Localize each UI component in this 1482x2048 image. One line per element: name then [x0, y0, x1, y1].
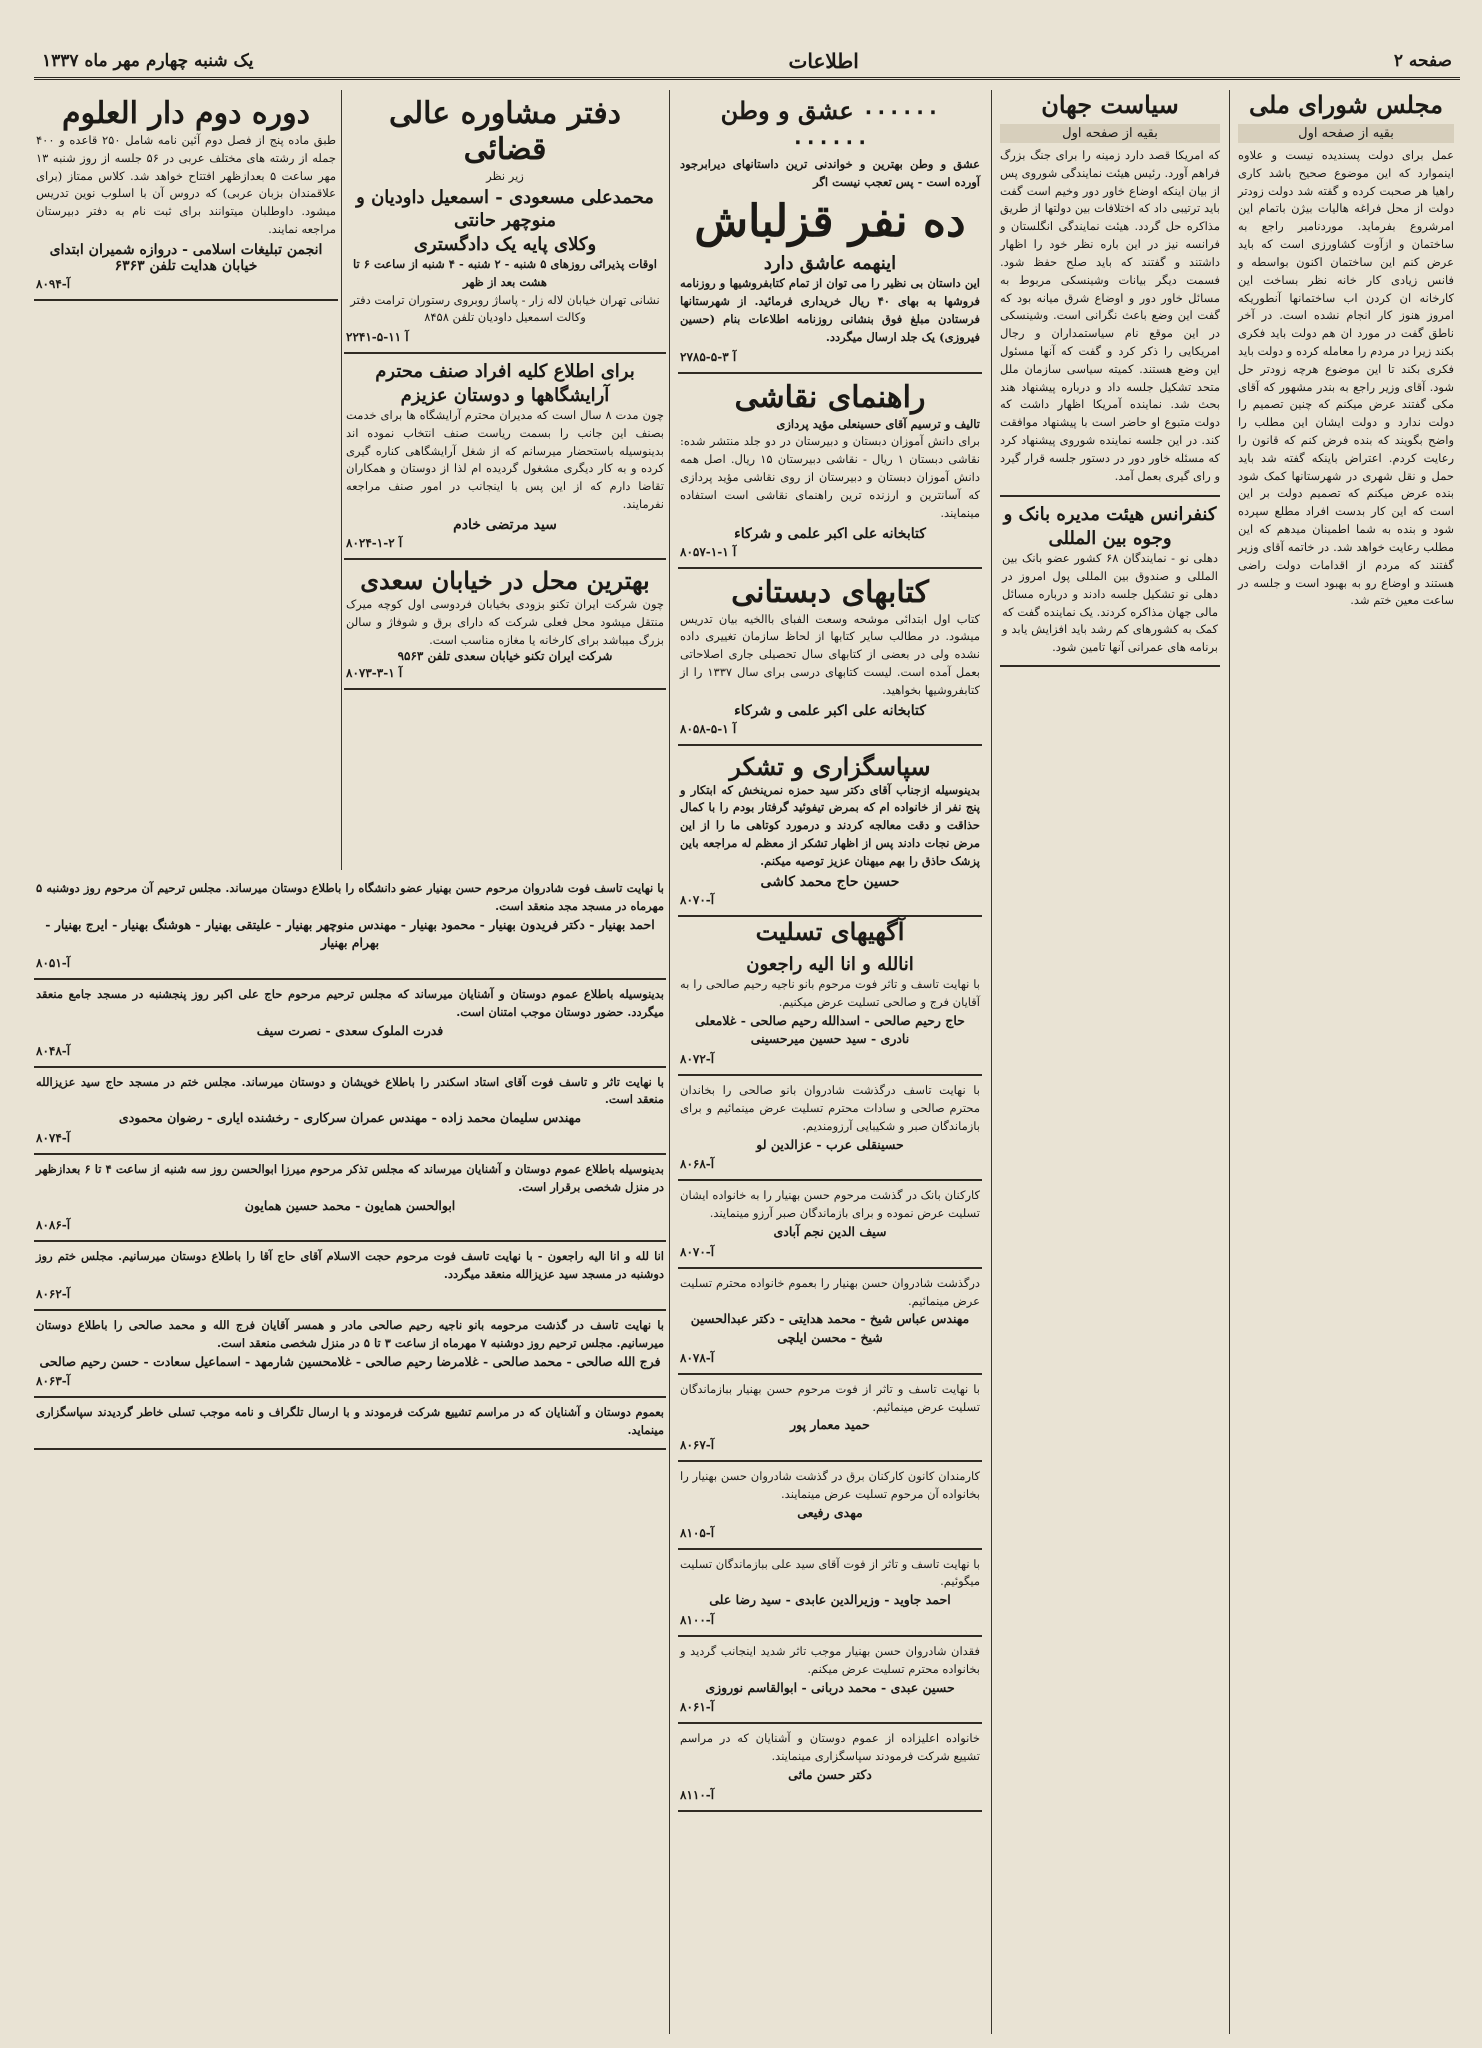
notices-right [344, 90, 666, 690]
school-books-ad [678, 569, 982, 746]
notices-left [34, 90, 338, 301]
ad-code: ۸۰۷۲-آ [680, 1052, 715, 1067]
novel-book-title: ده نفر قزلباش [694, 195, 966, 247]
ad-code: ۸۰۷۳-آ ۱-۳ [346, 666, 403, 681]
world-politics-title: سیاست جهان [1041, 90, 1179, 119]
condolence-list [678, 947, 982, 1812]
ad-code: ۸۱۰۰-آ [680, 1612, 715, 1627]
columns [34, 90, 1460, 2034]
masthead: اطلاعات [788, 48, 859, 73]
novel-ad [678, 90, 982, 374]
condolence-item [678, 1076, 982, 1181]
condolence-notice-text: بعموم دوستان و آشنایان که در مراسم تشییع شرکت فرمودند و با ارسال تلگراف و نامه موجب تسلی خاطر گردیدند سپاسگزاری مینماید. [36, 1405, 664, 1438]
thanks-title: سپاسگزاری و تشکر [729, 751, 931, 781]
condolence-title: آگهیهای تسلیت [755, 916, 905, 946]
condolence-text: فقدان شادروان حسن بهنیار موجب تاثر شدید اینجانب گردید و بخانواده محترم تسلیت عرض میکنم. [680, 1643, 980, 1676]
condolence-notices [34, 874, 666, 1450]
condolence-notice-text: بدینوسیله باطلاع عموم دوستان و آشنایان میرساند که مجلس تذکر مرحوم میرزا ابوالحسن روز سه شنبه از ساعت ۴ تا ۶ بعدازظهر در منزل شخصی برقرار است. [36, 1161, 664, 1194]
column-parliament [1232, 90, 1460, 2034]
ad-code: ۲۲۴۱-آ ۱۱-۵ [346, 330, 409, 345]
school-books-body: کتاب اول ابتدائی موشحه وسعت الفبای باالخیه بیان تدریس میشود. در مطالب سایر کتابها از لحاظ سازمان تغییری داده نشده ولی در بعضی از کتابهای سال تحصیلی جاری اصلاحاتی بعمل آمده است. لیست کتابهای درسی برای سال ۱۳۳۷ را از کتابفروشیها بخواهید. [680, 611, 980, 697]
condolence-names: احمد جاوید - وزیرالدین عابدی - سید رضا علی [709, 1592, 951, 1608]
condolence-text: کارکنان بانک در گذشت مرحوم حسن بهنیار را به خانواده ایشان تسلیت عرض نموده و برای بازماندگان صبر آرزو مینمایند. [680, 1188, 980, 1221]
ad-code: ۸۰۵۱-آ [36, 956, 71, 971]
school-ad-title: دوره دوم دار العلوم [62, 96, 310, 131]
column-notices [34, 90, 666, 2034]
issue-date: یک شنبه چهارم مهر ماه ۱۳۳۷ [42, 50, 254, 71]
painting-guide-ad [678, 374, 982, 569]
condolence-text: با نهایت تاسف و تاثر فوت مرحوم بانو ناجیه رحیم صالحی را به آقایان فرج و صالحی تسلیت عرض میکنیم. [680, 977, 980, 1009]
school-books-title: کتابهای دبستانی [731, 574, 929, 610]
condolence-item [678, 1375, 982, 1462]
shop-ad [344, 560, 666, 690]
condolence-text: با نهایت تاسف و تاثر از فوت مرحوم حسن بهنیار ببازماندگان تسلیت عرض مینمائیم. [680, 1381, 980, 1414]
parliament-title: مجلس شورای ملی [1249, 90, 1443, 119]
condolence-notice [34, 1068, 666, 1155]
school-books-publisher: کتابخانه علی اکبر علمی و شرکاء [734, 702, 926, 719]
novel-book-subtitle: اینهمه عاشق دارد [763, 253, 897, 275]
condolence-notice-names: احمد بهنیار - دکتر فریدون بهنیار - محمود بهنیار - مهندس منوچهر بهنیار - علیتقی بهنیار - هوشنگ بهنیار - ایرج بهنیار - بهرام بهنیار [45, 916, 655, 951]
school-ad [34, 90, 338, 301]
condolence-notice-names: فدرت الملوک سعدی - نصرت سیف [256, 1022, 444, 1038]
condolence-item [678, 1462, 982, 1549]
page-number: صفحه ۲ [1393, 50, 1452, 71]
ad-code: ۸۰۸۶-آ [36, 1218, 71, 1233]
ad-code: ۸۰۴۸-آ [36, 1043, 71, 1058]
ad-code: ۸۰۵۷-آ ۱-۱ [680, 544, 737, 559]
barber-body: چون مدت ۸ سال است که مدیران محترم آرایشگاه ها برای خدمت بصنف این جانب را بسمت ریاست صنف انتخاب نموده اند بدینوسیله باستحضار میرسانم که از شغل آرایشگاهی کناره گیری کرده و به کار دیگری مشغول گردیده ام لذا از دوستان و همکاران تقاضا دارم که از این پس با اینجانب در امور صنف مراجعه نفرمایند. [346, 408, 664, 512]
condolence-item [678, 1181, 982, 1268]
ad-code: ۸۰۷۴-آ [36, 1130, 71, 1145]
ad-code: ۲۷۸۵-آ ۳-۵ [680, 349, 737, 364]
law-office-address: نشانی تهران خیابان لاله زار - پاساژ روبروی رستوران ترامت دفتر وکالت اسمعیل داودیان تلفن ۸۴۵۸ [350, 292, 660, 325]
condolence-text: با نهایت تاسف و تاثر از فوت آقای سید علی ببازماندگان تسلیت میگوئیم. [680, 1556, 980, 1589]
condolence-notice-text: با نهایت تاسف فوت شادروان مرحوم حسن بهنیار عضو دانشگاه را باطلاع دوستان میرساند. مجلس ترحیم آن مرحوم روز دوشنبه ۵ مهرماه در مسجد مجد منعقد است. [36, 881, 664, 913]
law-office-desc: وکلای پایه یک دادگستری [413, 233, 597, 255]
painting-guide-author: تالیف و ترسیم آقای حسینعلی مؤید پردازی [776, 416, 980, 431]
ad-code: ۸۱۱۰-آ [680, 1787, 715, 1802]
condolence-notice [34, 1311, 666, 1398]
conference-title: کنفرانس هیئت مدیره بانک و وجوه بین المللی [1003, 504, 1217, 549]
condolence-names: حاج رحیم صالحی - اسدالله رحیم صالحی - غلامعلی نادری - سید حسین میرحسینی [695, 1012, 965, 1047]
parliament-body: عمل برای دولت پسندیده نیست و علاوه اینموارد که این موضوع صحیح باشد کاری راهیا هر صحبت کرده و گفته شد دولت زودتر دولت از محل فراغه هالیات بیژن باتمام این امرشروع بفرماید. موردنامبر راجع به ساختمان و ازآوت کشاورزی است که باید عرض کنم این ساختمان اکنون بواسطه و فانس زیادی کار خانه نظر بساخت این کارخانه ان کردن اب ساختمانها آنطوریکه امروز هنوز کار انجام نشده است. در آخر ناطق گفت در مورد ان هم دولت باید فکری بکند زیرا در مردم را معامله کرده و دولت باید فکری بکند تا این موضوع هرچه زودتر حل شود. آقای وزیر راجع به بندر مشهور که آقای مکی گفتند عرض میکنم که چنین تصمیم را دولت ندارد و دولت ایشان این مطلب را واضح بگویند که بنده فرض کنم که قانون را رعایت کردم. اعتراض باینکه گفته شد باید حمل و نقل شهری در شهرستانها کمک شود بنده عرض میکنم که تصمیم دولت بر این است که این کار بدست افراد مطلع سپرده شود و بنده به شما اطمینان میدهم که این مطلب رعایت خواهد شد. در خاتمه آقای وزیر گفتند که مردم از اقدامات دولت راضی هستند و اوضاع رو به بهبود است و جلسه در ساعت معین ختم شد. [1238, 148, 1454, 608]
condolence-notice [34, 874, 666, 980]
school-ad-signature: انجمن تبلیغات اسلامی - دروازه شمیران ابتدای خیابان هدایت تلفن ۶۳۶۳ [49, 241, 323, 274]
law-office-ad [344, 90, 666, 354]
ad-code: ۸۰۹۴-آ [36, 276, 71, 291]
shop-contact: شرکت ایران تکنو خیابان سعدی تلفن ۹۵۶۳ [397, 649, 613, 664]
condolence-names: حسینقلی عرب - عزالدین لو [756, 1136, 904, 1152]
novel-ad-body: این داستان بی نظیر را می توان از تمام کتابفروشیها و روزنامه فروشها به بهای ۴۰ ریال خریداری فرمائید. از شهرستانها فرستادن مبلغ فوق بنشانی روزنامه اطلاعات بنام (حسین فیروزی) یک جلد ارسال میگردد. [680, 276, 980, 344]
condolence-notice-text: بدینوسیله باطلاع عموم دوستان و آشنایان میرساند که مجلس ترحیم مرحوم حاج علی اکبر روز پنجشنبه در مسجد جامع منعقد میگردد. حضور دوستان موجب امتنان است. [36, 987, 664, 1019]
law-office-hours: اوقات پذیرائی روزهای ۵ شنبه - ۲ شنبه - ۴ شنبه از ساعت ۶ تا هشت بعد از ظهر [353, 256, 657, 289]
barber-signature: سید مرتضی خادم [453, 516, 557, 533]
ad-code: ۸۰۶۳-آ [36, 1374, 71, 1389]
novel-ad-intro: عشق و وطن بهترین و خواندنی ترین داستانهای دیرابرجود آورده است - پس تعجب نیست اگر [680, 157, 980, 189]
condolence-names: حمید معمار پور [790, 1417, 870, 1433]
conference-article [1000, 495, 1220, 667]
column-divider [341, 90, 342, 870]
condolence-names: سیف الدین نجم آبادی [773, 1223, 887, 1239]
law-office-title: دفتر مشاوره عالی قضائی [388, 96, 622, 167]
condolence-text: کارمندان کانون کارکنان برق در گذشت شادروان حسن بهنیار را بخانواده آن مرحوم تسلیت عرض مینمایند. [680, 1469, 980, 1502]
shop-title: بهترین محل در خیابان سعدی [360, 565, 650, 595]
school-ad-body: طبق ماده پنج از فصل دوم آئین نامه شامل ۲۵۰ قاعده و ۴۰۰ جمله از رشته های مختلف عربی در ۵۶ جلسه از روز شنبه ۱۳ مهر ساعت ۵ بعدازظهر افتتاح خواهد شد. کلاس ممتاز (برای علاقمندان بزبان عربی) که دروس آن با اسلوب نوین تدریس میشود. داوطلبان میتوانند برای ثبت نام به دفتر دبیرستان مراجعه نمایند. [36, 133, 336, 237]
column-world-politics [994, 90, 1226, 2034]
condolence-text: خانواده اعلیزاده از عموم دوستان و آشنایان که در مراسم تشییع شرکت فرمودند سپاسگزاری مینمایند. [680, 1731, 980, 1764]
conference-body: دهلی نو - نمایندگان ۶۸ کشور عضو بانک بین المللی و صندوق بین المللی پول امروز در دهلی نو تشکیل جلسه دادند و درباره مسائل مالی جهان مذاکره کردند. یک نماینده گفت که کمک به کشورهای کم رشد باید افزایش یابد و برنامه های عمرانی آنها تامین شود. [1002, 551, 1219, 655]
condolence-heading: انالله و انا الیه راجعون [746, 953, 914, 975]
law-office-sub: زیر نظر [486, 169, 524, 183]
condolence-section [678, 917, 982, 1812]
condolence-notice [34, 980, 666, 1067]
ad-code: ۸۰۶۸-آ [680, 1157, 715, 1172]
barber-notice [344, 354, 666, 560]
column-divider [991, 90, 992, 2034]
condolence-item [678, 947, 982, 1077]
column-ads-books [672, 90, 988, 2034]
condolence-item [678, 1550, 982, 1637]
newspaper-page [34, 44, 1460, 2034]
condolence-text: درگذشت شادروان حسن بهنیار را بعموم خانواده محترم تسلیت عرض مینمائیم. [680, 1275, 980, 1308]
condolence-names: مهندس عباس شیخ - محمد هدایتی - دکتر عبدالحسین شیخ - محسن ایلچی [690, 1311, 970, 1346]
ad-code: ۸۰۶۷-آ [680, 1438, 715, 1453]
ad-code: ۸۰۶۱-آ [680, 1700, 715, 1715]
condolence-names: مهدی رفیعی [797, 1504, 863, 1520]
condolence-notice-text: با نهایت تاثر و تاسف فوت آقای استاد اسکندر را باطلاع خویشان و دوستان میرساند. مجلس ختم در مسجد حاج سید عزیزالله منعقد است. [36, 1074, 664, 1107]
condolence-notice-text: با نهایت تاسف در گذشت مرحومه بانو ناجیه رحیم صالحی مادر و همسر آقایان فرج الله و محمد صالحی را باطلاع دوستان میرسانیم. مجلس ترحیم روز دوشنبه ۷ مهرماه از ساعت ۳ تا ۵ در منزل شخصی منعقد است. [36, 1317, 664, 1350]
condolence-names: حسین عبدی - محمد دربانی - ابوالقاسم نوروزی [705, 1679, 955, 1695]
thanks-notice [678, 746, 982, 917]
parliament-continued: بقیه از صفحه اول [1238, 124, 1454, 143]
condolence-notice-names: فرج الله صالحی - محمد صالحی - غلامرضا رحیم صالحی - غلامحسین شارمهد - اسماعیل سعادت - حسن رحیم صالحی [39, 1353, 661, 1369]
ad-code: ۸۰۷۰-آ [680, 1244, 715, 1259]
ad-code: ۸۱۰۵-آ [680, 1525, 715, 1540]
condolence-item [678, 1637, 982, 1724]
shop-body: چون شرکت ایران تکنو بزودی بخیابان فردوسی اول کوچه میرک منتقل میشود محل فعلی شرکت که دارای برق و شوفاژ و سالن بزرگ میباشد برای کارخانه یا مغازه مناسب است. [346, 596, 664, 647]
condolence-notice-names: مهندس سلیمان محمد زاده - مهندس عمران سرکاری - رخشنده ایاری - رضوان محمودی [118, 1110, 582, 1126]
condolence-notice-names: ابوالحسن همایون - محمد حسین همایون [244, 1197, 456, 1213]
law-office-names: محمدعلی مسعودی - اسمعیل داودیان و منوچهر حانتی [356, 186, 654, 232]
column-divider [669, 90, 670, 2034]
condolence-text: با نهایت تاسف درگذشت شادروان بانو صالحی را بخاندان محترم صالحی و سادات محترم تسلیت عرض مینمائیم و برای بازماندگان صبر و شکیبایی آرزومندیم. [680, 1083, 980, 1133]
ad-code: ۸۰۷۸-آ [680, 1350, 715, 1365]
painting-guide-title: راهنمای نقاشی [734, 379, 926, 415]
thanks-body: بدینوسیله ازجناب آقای دکتر سید حمزه نمرینخش که ابتکار و پنج نفر از خانواده ام که بمرض تیفوئید گرفتار بودم را با کمال حذاقت و دقت معالجه کردند و درمورد کوتاهی ما را از این مرض نجات دادند پس از اظهار تشکر از معظم له مراجعه باین پزشک حاذق را بهم میهنان عزیز توصیه میکنم. [680, 782, 980, 868]
condolence-notice [34, 1398, 666, 1450]
world-politics-body: که امریکا قصد دارد زمینه را برای جنگ بزرگ فراهم آورد. رئیس هیئت نمایندگی شوروی پس از بیان اینکه اوضاع خاور دور وخیم است گفت باید ترتیبی داد که اختلافات بین دولتها از طریق مذاکره حل گردد. هیئت نمایندگی انگلستان و فرانسه نیز در این باره نظر خود را اظهار داشتند و گفتند که باید صلح حفظ شود. فسمت دیگر بیانات وشینسکی مربوط به مسائل خاور دور و اوضاع شرق میانه بود که گفت این وضع باعث نگرانی است. وشینسکی در این موقع نام سیاستمداران و رجال امریکایی را ذکر کرد و گفت که آنها مسئول این وضع هستند. کمیته سیاسی سازمان ملل متحد تشکیل جلسه داد و درباره پیشنهاد هند بحث شد. نماینده آمریکا اظهار داشت که دولت متبوع او حاضر است با پیشنهاد موافقت کند. در این جلسه نماینده شوروی پیشنهاد کرد که مسئله خاور دور در دستور جلسه قرار گیرد و رای گیری بعمل آمد. [1000, 148, 1220, 483]
ad-code: ۸۰۷۰-آ [680, 892, 715, 907]
condolence-item [678, 1269, 982, 1375]
condolence-item [678, 1724, 982, 1811]
condolence-notice [34, 1242, 666, 1311]
painting-guide-body: برای دانش آموزان دبستان و دبیرستان در دو جلد منتشر شده: نقاشی دبستان ۱ ریال - نقاشی دبیرستان ۱۵ ریال. اصل همه دانش آموزان دبستان و دبیرستان از روی نقاشی مؤید پردازی که آسانترین و ارزنده ترین راهنمای نقاشی است استفاده مینمایند. [680, 434, 980, 520]
painting-guide-publisher: کتابخانه علی اکبر علمی و شرکاء [734, 525, 926, 542]
condolence-notice-text: انا لله و انا الیه راجعون - با نهایت تاسف فوت مرحوم حجت الاسلام آقای حاج آقا را باطلاع دوستان میرسانیم. مجلس ختم روز دوشنبه در مسجد سید عزیزالله منعقد میگردد. [36, 1249, 664, 1282]
column-divider [1229, 90, 1230, 2034]
novel-ad-title: ۰۰۰۰۰۰ عشق و وطن ۰۰۰۰۰۰ [720, 96, 940, 155]
ad-code: ۸۰۵۸-آ ۱-۵ [680, 721, 737, 736]
ad-code: ۸۰۶۲-آ [36, 1286, 71, 1301]
world-politics-continued: بقیه از صفحه اول [1000, 124, 1220, 143]
thanks-signature: حسین حاج محمد کاشی [760, 873, 900, 890]
condolence-names: دکتر حسن ماثی [788, 1766, 872, 1782]
condolence-notice [34, 1155, 666, 1242]
ad-code: ۸۰۲۴-آ ۲-۱ [346, 535, 403, 550]
barber-title: برای اطلاع کلیه افراد صنف محترم آرایشگاهها و دوستان عزیزم [375, 361, 635, 406]
page-header [34, 44, 1460, 80]
